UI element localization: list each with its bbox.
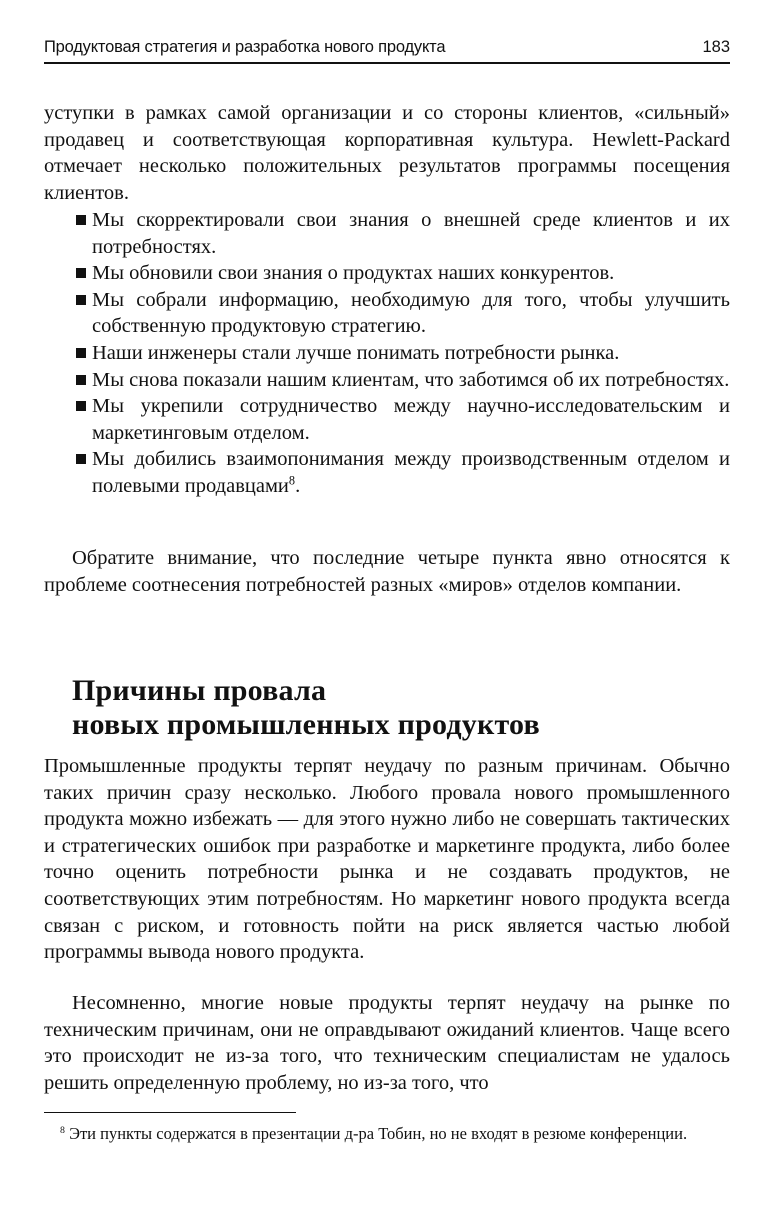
- note-paragraph: Обратите внимание, что последние четыре пункта явно относятся к проблеме соотнесения потребностей разных «миров» отделов компании.: [44, 547, 730, 596]
- page-number: 183: [702, 38, 730, 56]
- square-bullet-icon: [76, 268, 86, 278]
- running-title: Продуктовая стратегия и разработка нового продукта: [44, 38, 446, 56]
- section-heading-line-2: новых промышленных продуктов: [72, 708, 540, 741]
- square-bullet-icon: [76, 454, 86, 464]
- list-item-text: Мы добились взаимопонимания между производственным отделом и полевыми продавцами: [92, 448, 730, 497]
- square-bullet-icon: [76, 401, 86, 411]
- page-header: [44, 36, 730, 64]
- list-item-text: Мы скорректировали свои знания о внешней среде клиентов и их потребностях.: [92, 209, 730, 258]
- list-item: [44, 287, 730, 340]
- list-item-text: Мы обновили свои знания о продуктах наших конкурентов.: [92, 262, 615, 285]
- footnote: [44, 1124, 730, 1145]
- list-item: [44, 260, 730, 287]
- bullet-list: [44, 207, 730, 500]
- section-heading-line-1: Причины провала: [72, 674, 327, 707]
- list-item: [44, 340, 730, 367]
- intro-paragraph: уступки в рамках самой организации и со стороны клиентов, «сильный» продавец и соответствующая корпоративная культура. Hewlett-Packard отмечает несколько положительных результатов программы посещения клиентов.: [44, 102, 730, 204]
- square-bullet-icon: [76, 375, 86, 385]
- list-item: [44, 393, 730, 446]
- list-item-text: Мы снова показали нашим клиентам, что заботимся об их потребностях.: [92, 368, 730, 391]
- section-paragraph-2: Несомненно, многие новые продукты терпят неудачу на рынке по техническим причинам, они не оправдывают ожиданий клиентов. Чаще всего это происходит не из-за того, что техническим специалистам не удалось решить определенную проблему, но из-за того, что: [44, 992, 730, 1094]
- list-item-text: Мы собрали информацию, необходимую для того, чтобы улучшить собственную продуктовую стратегию.: [92, 288, 730, 338]
- list-item: [44, 207, 730, 260]
- section-heading: [72, 674, 712, 742]
- section-paragraph-1: Промышленные продукты терпят неудачу по разным причинам. Обычно таких причин сразу несколько. Любого провала нового промышленного продукта можно избежать — для этого нужно либо не совершать тактических и стратегических ошибок при разработке и маркетинге продукта, либо более точно оценить потребности рынка и не создавать продуктов, не соответствующих этим потребностям. Но маркетинг нового продукта всегда связан с риском, и готовность пойти на риск является частью любой программы вывода нового продукта.: [44, 755, 730, 964]
- footnote-reference: 8: [288, 473, 296, 488]
- square-bullet-icon: [76, 215, 86, 225]
- list-item: [44, 367, 730, 394]
- list-item-text: Мы укрепили сотрудничество между научно-исследовательским и маркетинговым отделом.: [92, 395, 730, 444]
- list-item-text: Наши инженеры стали лучше понимать потребности рынка.: [92, 341, 620, 364]
- footnote-marker: 8: [60, 1125, 65, 1137]
- list-item: Мы добились взаимопонимания между производственным отделом и полевыми продавцами$^8$.: [44, 446, 730, 499]
- square-bullet-icon: [76, 348, 86, 358]
- footnote-text: Эти пункты содержатся в презентации д-ра Тобин, но не входят в резюме конференции.: [64, 1124, 688, 1143]
- square-bullet-icon: [76, 295, 86, 305]
- footnote-divider: [44, 1112, 296, 1113]
